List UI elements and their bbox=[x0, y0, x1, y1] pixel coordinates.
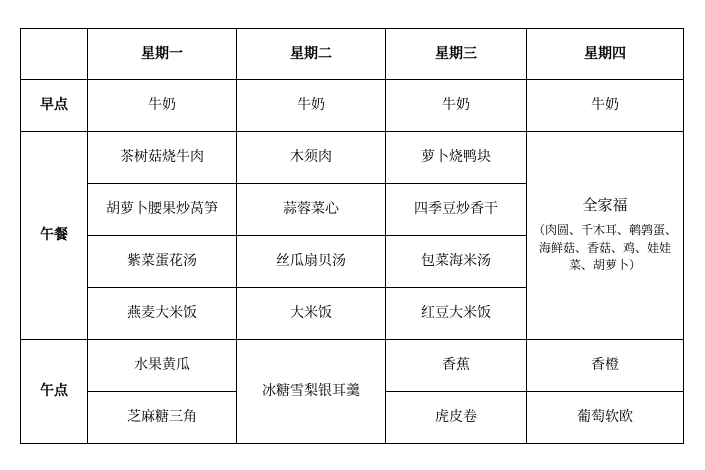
snack-monday-item: 芝麻糖三角 bbox=[88, 392, 237, 444]
corner-cell bbox=[21, 29, 88, 80]
lunch-wednesday-dish: 四季豆炒香干 bbox=[386, 184, 527, 236]
row-label-lunch: 午餐 bbox=[21, 132, 88, 340]
breakfast-monday: 牛奶 bbox=[88, 80, 237, 132]
header-row bbox=[21, 29, 684, 80]
lunch-tuesday-dish: 蒜蓉菜心 bbox=[237, 184, 386, 236]
lunch-monday-dish: 胡萝卜腰果炒莴笋 bbox=[88, 184, 237, 236]
snack-tuesday-item: 冰糖雪梨银耳羹 bbox=[237, 340, 386, 444]
row-label-breakfast: 早点 bbox=[21, 80, 88, 132]
snack-thursday-item: 香橙 bbox=[527, 340, 684, 392]
snack-thursday-item: 葡萄软欧 bbox=[527, 392, 684, 444]
breakfast-row bbox=[21, 80, 684, 132]
lunch-monday-dish: 燕麦大米饭 bbox=[88, 288, 237, 340]
lunch-thursday-detail: （肉圆、千木耳、鹌鹑蛋、海鲜菇、香菇、鸡、娃娃菜、胡萝卜） bbox=[532, 223, 677, 273]
breakfast-thursday: 牛奶 bbox=[527, 80, 684, 132]
lunch-wednesday-dish: 包菜海米汤 bbox=[386, 236, 527, 288]
header-thursday: 星期四 bbox=[527, 29, 684, 80]
header-wednesday: 星期三 bbox=[386, 29, 527, 80]
header-monday: 星期一 bbox=[88, 29, 237, 80]
lunch-thursday-cell bbox=[527, 132, 684, 340]
lunch-monday-dish: 茶树菇烧牛肉 bbox=[88, 132, 237, 184]
breakfast-wednesday: 牛奶 bbox=[386, 80, 527, 132]
lunch-tuesday-dish: 丝瓜扇贝汤 bbox=[237, 236, 386, 288]
lunch-monday-dish: 紫菜蛋花汤 bbox=[88, 236, 237, 288]
lunch-thursday-title: 全家福 bbox=[582, 196, 628, 215]
lunch-wednesday-dish: 萝卜烧鸭块 bbox=[386, 132, 527, 184]
header-tuesday: 星期二 bbox=[237, 29, 386, 80]
snack-row-1 bbox=[21, 340, 684, 392]
snack-monday-item: 水果黄瓜 bbox=[88, 340, 237, 392]
weekly-menu-table bbox=[20, 28, 684, 444]
breakfast-tuesday: 牛奶 bbox=[237, 80, 386, 132]
lunch-tuesday-dish: 木须肉 bbox=[237, 132, 386, 184]
lunch-row-1 bbox=[21, 132, 684, 184]
lunch-wednesday-dish: 红豆大米饭 bbox=[386, 288, 527, 340]
row-label-snack: 午点 bbox=[21, 340, 88, 444]
snack-wednesday-item: 香蕉 bbox=[386, 340, 527, 392]
lunch-tuesday-dish: 大米饭 bbox=[237, 288, 386, 340]
snack-wednesday-item: 虎皮卷 bbox=[386, 392, 527, 444]
